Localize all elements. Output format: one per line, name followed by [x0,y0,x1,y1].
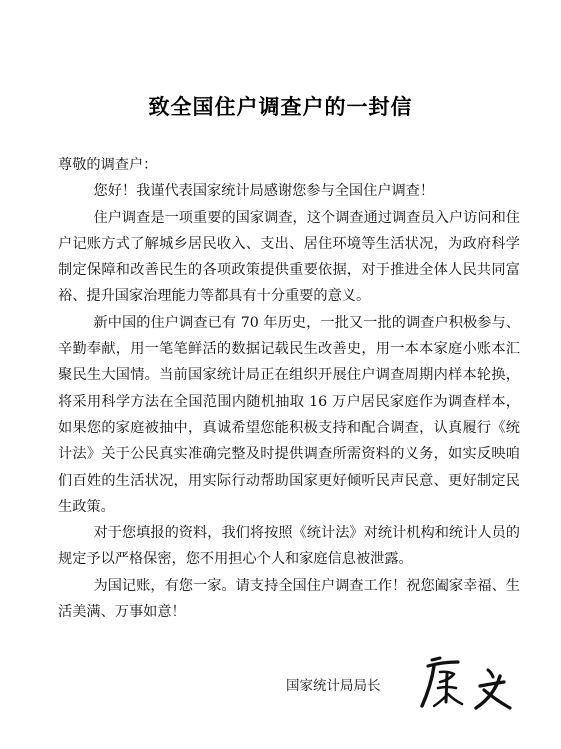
signature-block [286,650,526,720]
salutation: 尊敬的调查户： [58,157,158,173]
paragraph-confidentiality: 对于您填报的资料，我们将按照《统计法》对统计机构和统计人员的规定予以严格保密，您不用担心个人和家庭信息被泄露。 [58,525,520,568]
signatory-title: 国家统计局局长 [286,678,381,694]
paragraph-greeting: 您好！我谨代表国家统计局感谢您参与全国住户调查！ [93,183,435,200]
paragraph-importance: 住户调查是一项重要的国家调查，这个调查通过调查员入户访问和住户记账方式了解城乡居民收入、支出、居住环境等生活状况，为政府科学制定保障和改善民生的各项政策提供重要依据，对于推进全体人民共同富裕、提升国家治理能力等都具有十分重要的意义。 [58,209,520,305]
paragraph-closing: 为国记账，有您一家。请支持全国住户调查工作！祝您阖家幸福、生活美满、万事如意！ [58,577,520,621]
letter-title: 致全国住户调查户的一封信 [148,95,413,119]
handwritten-signature [418,650,518,714]
paragraph-history: 新中国的住户调查已有 70 年历史，一批又一批的调查户积极参与、辛勤奉献，用一笔笔鲜活的数据记载民生改善史，用一本本家庭小账本汇聚民生大国情。当前国家统计局正在组织开展住户调查周期内样本轮换，将采用科学方法在全国范围内随机抽取 16 万户居民家庭作为调查样本，如果您的家庭被抽中，真诚希望您能积极支持和配合调查，认真履行《统计法》关于公民真实准确完整及时提供调查所需资料的义务，如实反映咱们百姓的生活状况，用实际行动帮助国家更好倾听民声民意、更好制定民生政策。 [58,314,520,515]
letter-body [58,152,520,625]
